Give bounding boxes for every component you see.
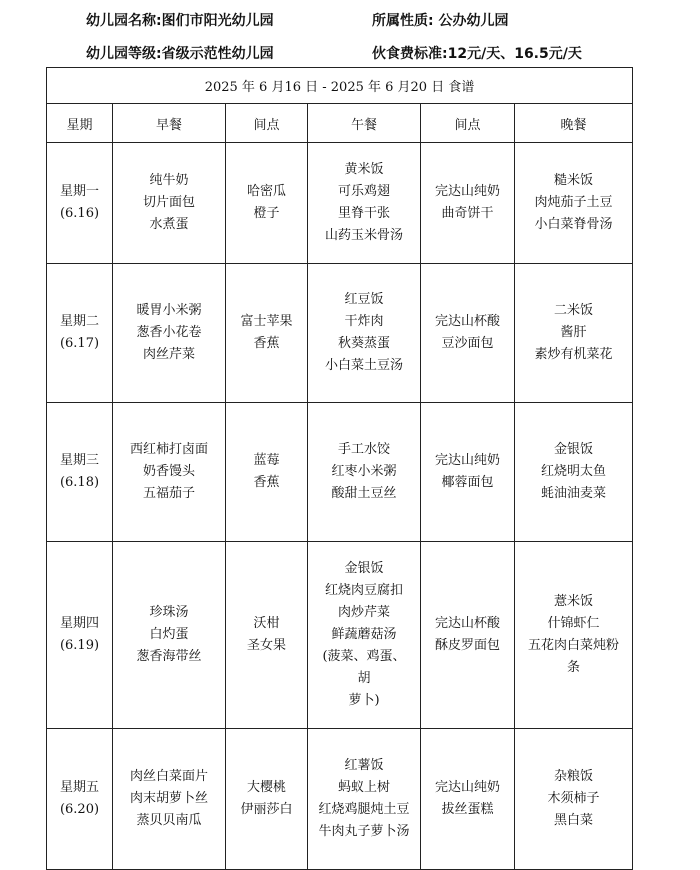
menu-row bbox=[47, 264, 633, 403]
dish-item: 完达山纯奶 bbox=[434, 780, 500, 795]
weekday-label: 星期一 bbox=[59, 184, 99, 199]
dish-item: (菠菜、鸡蛋、 bbox=[322, 649, 406, 664]
kindergarten-name bbox=[86, 12, 274, 30]
column-header-row bbox=[47, 104, 633, 143]
dish-item: 哈密瓜 bbox=[246, 184, 286, 199]
kindergarten-nature bbox=[372, 12, 508, 30]
dish-item: 红烧明太鱼 bbox=[541, 464, 607, 479]
dish-item: 奶香馒头 bbox=[142, 464, 195, 479]
morning-snack-cell bbox=[226, 143, 308, 264]
dish-item: 橙子 bbox=[253, 206, 280, 221]
dish-item: 蓝莓 bbox=[253, 453, 280, 468]
dish-item: 酸甜土豆丝 bbox=[331, 486, 397, 501]
dish-item: 葱香海带丝 bbox=[136, 649, 202, 664]
dish-item: 白灼蛋 bbox=[149, 627, 189, 642]
dish-item: 蚝油油麦菜 bbox=[541, 486, 607, 501]
weekday-cell bbox=[47, 729, 113, 870]
dish-item: 蚂蚁上树 bbox=[337, 780, 390, 795]
dish-item: 杂粮饭 bbox=[554, 769, 594, 784]
menu-title: 2025 年 6 月16 日 - 2025 年 6 月20 日 食谱 bbox=[47, 68, 633, 104]
column-header-snack-am: 间点 bbox=[226, 104, 308, 143]
dish-item: 木须柿子 bbox=[547, 791, 600, 806]
dish-item: 胡 bbox=[357, 671, 371, 686]
dish-item: 纯牛奶 bbox=[149, 173, 189, 188]
menu-row bbox=[47, 403, 633, 542]
dish-item: 什锦虾仁 bbox=[547, 616, 600, 631]
afternoon-snack-cell bbox=[421, 143, 515, 264]
dish-item: 香蕉 bbox=[253, 336, 280, 351]
lunch-cell bbox=[308, 729, 421, 870]
dish-item: 珍珠汤 bbox=[149, 605, 189, 620]
lunch-cell bbox=[308, 264, 421, 403]
dish-item: 黑白菜 bbox=[554, 813, 594, 828]
dish-item: 肉炒芹菜 bbox=[337, 605, 390, 620]
dish-item: 葱香小花卷 bbox=[136, 325, 202, 340]
dish-item: 富士苹果 bbox=[240, 314, 293, 329]
dinner-cell bbox=[515, 403, 633, 542]
dish-item: 完达山杯酸 bbox=[434, 314, 500, 329]
dish-item: 西红柿打卤面 bbox=[129, 442, 208, 457]
nature-value: 公办幼儿园 bbox=[438, 13, 509, 29]
dish-item: 水煮蛋 bbox=[149, 217, 189, 232]
dish-item: 沃柑 bbox=[253, 616, 280, 631]
dish-item: 二米饭 bbox=[554, 303, 594, 318]
dish-item: 香蕉 bbox=[253, 475, 280, 490]
dinner-cell bbox=[515, 264, 633, 403]
breakfast-cell bbox=[113, 729, 226, 870]
dish-item: 红烧鸡腿炖土豆 bbox=[318, 802, 410, 817]
weekday-label: 星期二 bbox=[59, 314, 99, 329]
menu-row bbox=[47, 542, 633, 729]
dish-item: 酱肝 bbox=[560, 325, 587, 340]
weekday-cell bbox=[47, 403, 113, 542]
dish-item: 手工水饺 bbox=[337, 442, 390, 457]
afternoon-snack-cell bbox=[421, 729, 515, 870]
morning-snack-cell bbox=[226, 542, 308, 729]
weekday-cell bbox=[47, 143, 113, 264]
dish-item: 鲜蔬蘑菇汤 bbox=[331, 627, 397, 642]
dish-item: 肉丝芹菜 bbox=[142, 347, 195, 362]
fee-label: 伙食费标准: bbox=[372, 46, 448, 62]
dish-item: 素炒有机菜花 bbox=[534, 347, 613, 362]
dish-item: 山药玉米骨汤 bbox=[324, 228, 403, 243]
weekly-menu-table bbox=[46, 67, 633, 870]
column-header-snack-pm: 间点 bbox=[421, 104, 515, 143]
dish-item: 暖胃小米粥 bbox=[136, 303, 202, 318]
dish-item: 曲奇饼干 bbox=[441, 206, 494, 221]
dish-item: 豆沙面包 bbox=[441, 336, 494, 351]
dish-item: 红枣小米粥 bbox=[331, 464, 397, 479]
morning-snack-cell bbox=[226, 403, 308, 542]
dish-item: 大樱桃 bbox=[246, 780, 286, 795]
dish-item: 金银饭 bbox=[344, 561, 384, 576]
menu-row bbox=[47, 143, 633, 264]
dish-item: 完达山杯酸 bbox=[434, 616, 500, 631]
menu-body bbox=[47, 143, 633, 870]
name-label: 幼儿园名称: bbox=[86, 13, 162, 29]
dish-item: 金银饭 bbox=[554, 442, 594, 457]
fee-value: 12元/天、16.5元/天 bbox=[447, 46, 582, 62]
breakfast-cell bbox=[113, 403, 226, 542]
kindergarten-level bbox=[86, 45, 274, 63]
dish-item: 干炸肉 bbox=[344, 314, 384, 329]
nature-label: 所属性质: bbox=[372, 13, 434, 29]
name-value: 图们市阳光幼儿园 bbox=[161, 13, 274, 29]
dish-item: 蒸贝贝南瓜 bbox=[136, 813, 202, 828]
dish-item: 小白菜土豆汤 bbox=[324, 358, 403, 373]
menu-row bbox=[47, 729, 633, 870]
column-header-breakfast: 早餐 bbox=[113, 104, 226, 143]
weekday-cell bbox=[47, 264, 113, 403]
dinner-cell bbox=[515, 143, 633, 264]
dinner-cell bbox=[515, 542, 633, 729]
dish-item: 五福茄子 bbox=[142, 486, 195, 501]
dish-item: 完达山纯奶 bbox=[434, 184, 500, 199]
weekday-date: (6.20) bbox=[59, 802, 100, 817]
morning-snack-cell bbox=[226, 729, 308, 870]
column-header-dinner: 晚餐 bbox=[515, 104, 633, 143]
dish-item: 红豆饭 bbox=[344, 292, 384, 307]
dish-item: 红烧肉豆腐扣 bbox=[324, 583, 403, 598]
column-header-weekday: 星期 bbox=[47, 104, 113, 143]
dish-item: 切片面包 bbox=[142, 195, 195, 210]
weekday-date: (6.19) bbox=[59, 638, 100, 653]
dish-item: 条 bbox=[567, 660, 581, 675]
breakfast-cell bbox=[113, 264, 226, 403]
dish-item: 椰蓉面包 bbox=[441, 475, 494, 490]
weekday-cell bbox=[47, 542, 113, 729]
menu-title-row bbox=[47, 68, 633, 104]
dish-item: 黄米饭 bbox=[344, 162, 384, 177]
dish-item: 伊丽莎白 bbox=[240, 802, 293, 817]
level-label: 幼儿园等级: bbox=[86, 46, 162, 62]
weekday-label: 星期四 bbox=[59, 616, 99, 631]
dish-item: 薏米饭 bbox=[554, 594, 594, 609]
dish-item: 糙米饭 bbox=[554, 173, 594, 188]
afternoon-snack-cell bbox=[421, 264, 515, 403]
dish-item: 酥皮罗面包 bbox=[434, 638, 500, 653]
dish-item: 萝卜) bbox=[348, 693, 380, 708]
breakfast-cell bbox=[113, 143, 226, 264]
dish-item: 五花肉白菜炖粉 bbox=[528, 638, 620, 653]
weekday-label: 星期五 bbox=[59, 780, 99, 795]
dish-item: 圣女果 bbox=[246, 638, 286, 653]
dish-item: 牛肉丸子萝卜汤 bbox=[318, 824, 410, 839]
level-value: 省级示范性幼儿园 bbox=[161, 46, 274, 62]
dish-item: 肉炖茄子土豆 bbox=[534, 195, 613, 210]
meal-fee-standard bbox=[372, 45, 582, 63]
weekday-date: (6.17) bbox=[59, 336, 100, 351]
dish-item: 里脊干张 bbox=[337, 206, 390, 221]
weekday-label: 星期三 bbox=[59, 453, 99, 468]
afternoon-snack-cell bbox=[421, 542, 515, 729]
dish-item: 红薯饭 bbox=[344, 758, 384, 773]
column-header-lunch: 午餐 bbox=[308, 104, 421, 143]
lunch-cell bbox=[308, 143, 421, 264]
dish-item: 秋葵蒸蛋 bbox=[337, 336, 390, 351]
dish-item: 可乐鸡翅 bbox=[337, 184, 390, 199]
dish-item: 肉丝白菜面片 bbox=[129, 769, 208, 784]
dinner-cell bbox=[515, 729, 633, 870]
lunch-cell bbox=[308, 403, 421, 542]
dish-item: 完达山纯奶 bbox=[434, 453, 500, 468]
weekday-date: (6.16) bbox=[59, 206, 100, 221]
afternoon-snack-cell bbox=[421, 403, 515, 542]
dish-item: 小白菜脊骨汤 bbox=[534, 217, 613, 232]
weekday-date: (6.18) bbox=[59, 475, 100, 490]
breakfast-cell bbox=[113, 542, 226, 729]
morning-snack-cell bbox=[226, 264, 308, 403]
dish-item: 肉末胡萝卜丝 bbox=[129, 791, 208, 806]
dish-item: 拔丝蛋糕 bbox=[441, 802, 494, 817]
lunch-cell bbox=[308, 542, 421, 729]
